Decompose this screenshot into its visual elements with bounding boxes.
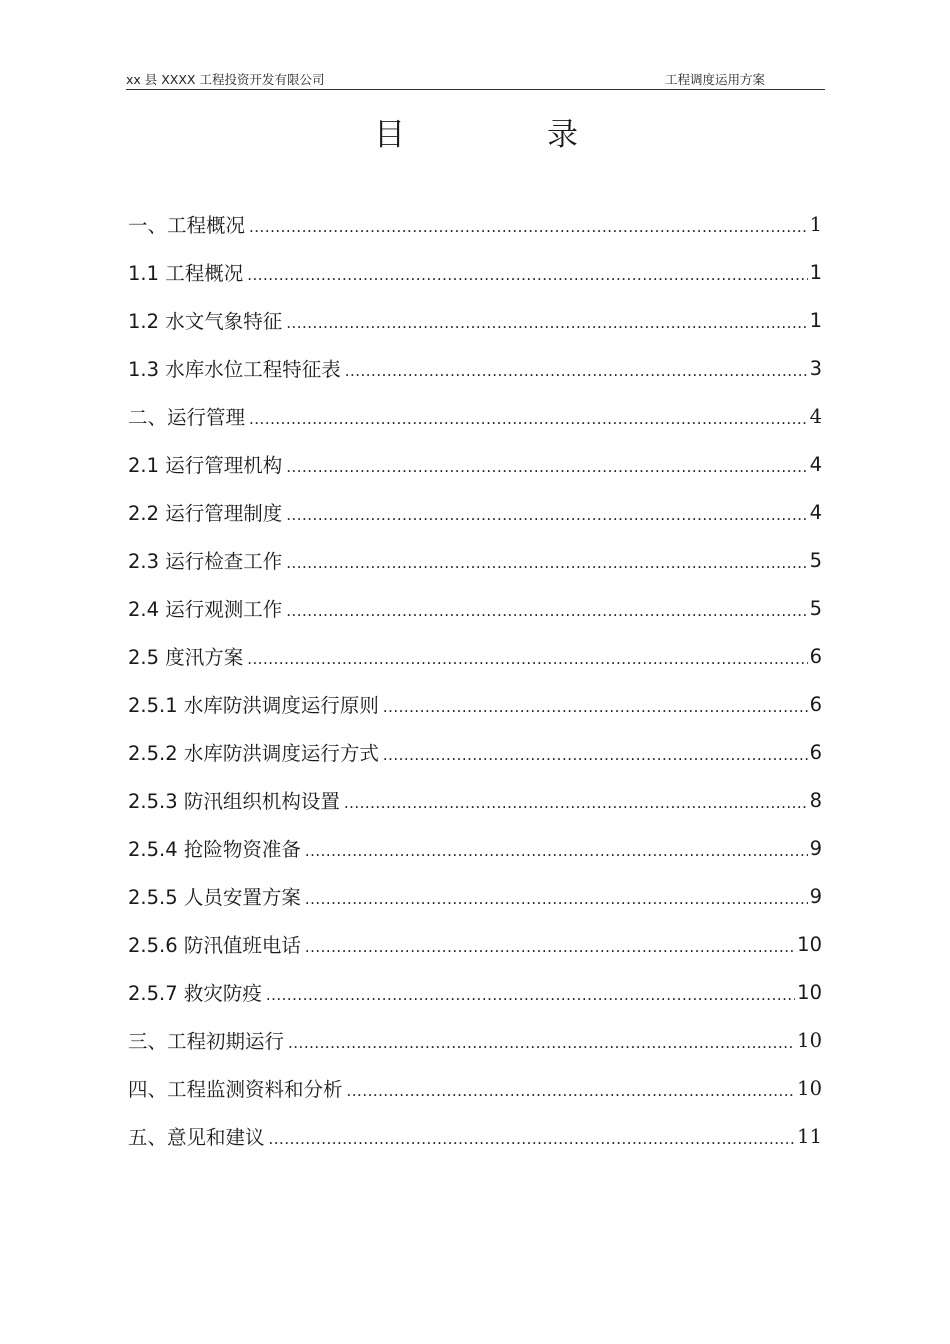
- toc-entry-label[interactable]: 2.5.4 抢险物资准备: [128, 838, 301, 861]
- toc-entry-label[interactable]: 1.2 水文气象特征: [128, 310, 283, 333]
- toc-entry[interactable]: [128, 344, 822, 392]
- toc-dot-leader: [305, 842, 808, 860]
- toc-entry-page-number[interactable]: 10: [797, 1028, 822, 1052]
- header-document-title: 工程调度运用方案: [664, 72, 765, 87]
- toc-entry-label[interactable]: 三、工程初期运行: [128, 1030, 285, 1053]
- toc-dot-leader: [347, 1082, 796, 1100]
- toc-entry-page-number[interactable]: 6: [809, 692, 822, 716]
- toc-entry-page-number[interactable]: 10: [797, 932, 822, 956]
- toc-dot-leader: [269, 1130, 796, 1148]
- toc-dot-leader: [249, 410, 808, 428]
- toc-dot-leader: [305, 890, 808, 908]
- toc-entry-label[interactable]: 2.5.3 防汛组织机构设置: [128, 790, 340, 813]
- toc-dot-leader: [247, 266, 807, 284]
- toc-entry[interactable]: [128, 920, 822, 968]
- toc-entry-label[interactable]: 2.5.5 人员安置方案: [128, 886, 301, 909]
- toc-dot-leader: [266, 986, 795, 1004]
- toc-entry-label[interactable]: 2.3 运行检查工作: [128, 550, 283, 573]
- toc-dot-leader: [286, 314, 807, 332]
- toc-dot-leader: [286, 506, 807, 524]
- toc-entry-page-number[interactable]: 4: [809, 500, 822, 524]
- toc-entry-label[interactable]: 2.1 运行管理机构: [128, 454, 283, 477]
- toc-dot-leader: [344, 794, 808, 812]
- toc-entry-label[interactable]: 2.2 运行管理制度: [128, 502, 283, 525]
- toc-entry[interactable]: [128, 968, 822, 1016]
- toc-entry-page-number[interactable]: 5: [809, 548, 822, 572]
- toc-entry[interactable]: [128, 536, 822, 584]
- toc-entry[interactable]: [128, 1016, 822, 1064]
- toc-entry-page-number[interactable]: 10: [797, 1076, 822, 1100]
- toc-entry-page-number[interactable]: 4: [809, 452, 822, 476]
- toc-dot-leader: [249, 218, 808, 236]
- toc-dot-leader: [305, 938, 795, 956]
- toc-entry[interactable]: [128, 392, 822, 440]
- toc-entry[interactable]: [128, 632, 822, 680]
- toc-entry[interactable]: [128, 584, 822, 632]
- toc-entry-page-number[interactable]: 9: [809, 836, 822, 860]
- page-header: [126, 70, 825, 90]
- toc-entry-label[interactable]: 2.4 运行观测工作: [128, 598, 283, 621]
- toc-entry-page-number[interactable]: 1: [809, 212, 822, 236]
- table-of-contents: [128, 200, 822, 1160]
- toc-dot-leader: [383, 746, 808, 764]
- toc-dot-leader: [286, 602, 807, 620]
- toc-dot-leader: [286, 458, 807, 476]
- toc-entry-page-number[interactable]: 3: [809, 356, 822, 380]
- toc-entry[interactable]: [128, 200, 822, 248]
- toc-entry-page-number[interactable]: 5: [809, 596, 822, 620]
- toc-entry[interactable]: [128, 680, 822, 728]
- toc-dot-leader: [247, 650, 807, 668]
- toc-entry[interactable]: [128, 872, 822, 920]
- toc-entry-page-number[interactable]: 8: [809, 788, 822, 812]
- toc-entry[interactable]: [128, 488, 822, 536]
- toc-entry-label[interactable]: 二、运行管理: [128, 406, 246, 429]
- toc-entry-label[interactable]: 2.5.6 防汛值班电话: [128, 934, 301, 957]
- toc-entry-page-number[interactable]: 6: [809, 644, 822, 668]
- toc-dot-leader: [288, 1034, 795, 1052]
- toc-heading-char-1: 目: [374, 117, 405, 153]
- toc-entry[interactable]: [128, 1064, 822, 1112]
- toc-entry-page-number[interactable]: 4: [809, 404, 822, 428]
- toc-entry[interactable]: [128, 296, 822, 344]
- toc-entry-page-number[interactable]: 1: [809, 260, 822, 284]
- toc-heading-char-2: 录: [547, 117, 578, 153]
- toc-entry[interactable]: [128, 824, 822, 872]
- toc-entry[interactable]: [128, 776, 822, 824]
- toc-entry-page-number[interactable]: 9: [809, 884, 822, 908]
- toc-entry-page-number[interactable]: 11: [797, 1124, 822, 1148]
- toc-entry-label[interactable]: 五、意见和建议: [128, 1126, 265, 1149]
- header-company-name: xx 县 XXXX 工程投资开发有限公司: [126, 72, 325, 87]
- toc-entry-label[interactable]: 1.1 工程概况: [128, 262, 244, 285]
- toc-entry[interactable]: [128, 440, 822, 488]
- toc-dot-leader: [383, 698, 808, 716]
- toc-entry-label[interactable]: 2.5.7 救灾防疫: [128, 982, 262, 1005]
- toc-entry-label[interactable]: 2.5 度汛方案: [128, 646, 244, 669]
- toc-entry[interactable]: [128, 248, 822, 296]
- toc-entry-label[interactable]: 一、工程概况: [128, 214, 246, 237]
- toc-dot-leader: [345, 362, 808, 380]
- toc-entry-page-number[interactable]: 10: [797, 980, 822, 1004]
- toc-entry[interactable]: [128, 728, 822, 776]
- toc-heading: [126, 110, 825, 160]
- toc-entry-label[interactable]: 2.5.2 水库防洪调度运行方式: [128, 742, 379, 765]
- toc-entry[interactable]: [128, 1112, 822, 1160]
- toc-entry-page-number[interactable]: 6: [809, 740, 822, 764]
- toc-entry-label[interactable]: 1.3 水库水位工程特征表: [128, 358, 341, 381]
- toc-entry-page-number[interactable]: 1: [809, 308, 822, 332]
- toc-dot-leader: [286, 554, 807, 572]
- toc-entry-label[interactable]: 2.5.1 水库防洪调度运行原则: [128, 694, 379, 717]
- toc-entry-label[interactable]: 四、工程监测资料和分析: [128, 1078, 343, 1101]
